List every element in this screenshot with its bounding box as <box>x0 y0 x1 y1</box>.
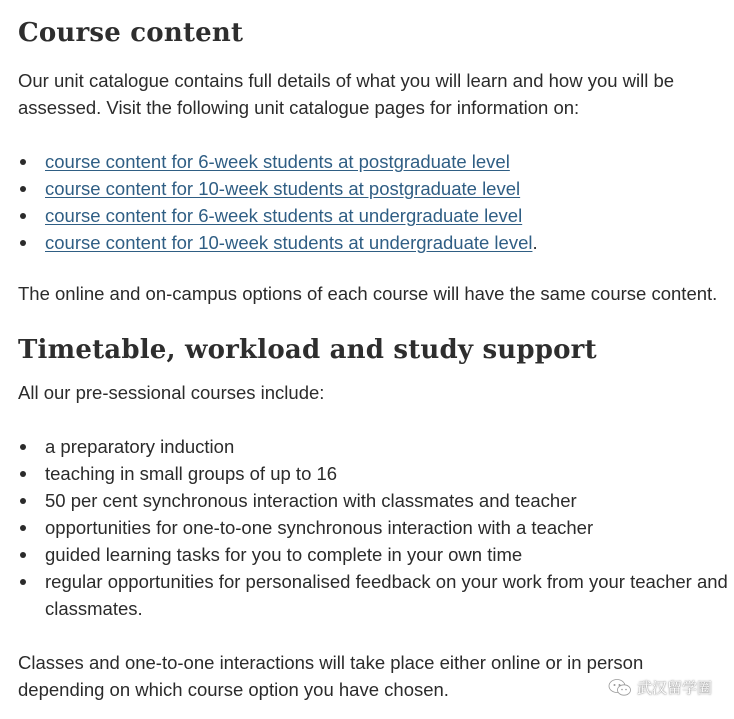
list-item: teaching in small groups of up to 16 <box>18 460 734 487</box>
section-heading-course-content: Course content <box>18 18 244 48</box>
list-item <box>18 229 734 256</box>
list-item <box>18 148 734 175</box>
list-item: opportunities for one-to-one synchronous interaction with a teacher <box>18 514 734 541</box>
list-item <box>18 175 734 202</box>
course-content-link-list <box>18 148 734 256</box>
timetable-closing: Classes and one-to-one interactions will take place either online or in person depending on which course option you have chosen. <box>18 652 644 700</box>
list-item: 50 per cent synchronous interaction with classmates and teacher <box>18 487 734 514</box>
list-item: a preparatory induction <box>18 433 734 460</box>
timetable-lead: All our pre-sessional courses include: <box>18 382 325 403</box>
course-content-note: The online and on-campus options of each course will have the same course content. <box>18 283 718 304</box>
list-item: guided learning tasks for you to complete in your own time <box>18 541 734 568</box>
link-10-week-postgraduate[interactable]: course content for 10-week students at postgraduate level <box>45 178 521 199</box>
course-content-intro: Our unit catalogue contains full details of what you will learn and how you will be assessed. Visit the following unit catalogue pages for information on: <box>18 70 675 118</box>
list-item: regular opportunities for personalised feedback on your work from your teacher and classmates. <box>18 568 734 622</box>
wechat-icon <box>608 678 632 698</box>
link-6-week-undergraduate[interactable]: course content for 6-week students at undergraduate level <box>45 205 523 226</box>
section-heading-timetable: Timetable, workload and study support <box>18 335 597 365</box>
timetable-feature-list <box>18 433 734 622</box>
watermark <box>608 677 712 698</box>
main-content <box>18 0 734 703</box>
link-6-week-postgraduate[interactable]: course content for 6-week students at postgraduate level <box>45 151 510 172</box>
watermark-text: 武汉留学圈 <box>636 679 712 697</box>
list-item-suffix: . <box>532 232 538 253</box>
list-item <box>18 202 734 229</box>
link-10-week-undergraduate[interactable]: course content for 10-week students at undergraduate level <box>45 232 533 253</box>
